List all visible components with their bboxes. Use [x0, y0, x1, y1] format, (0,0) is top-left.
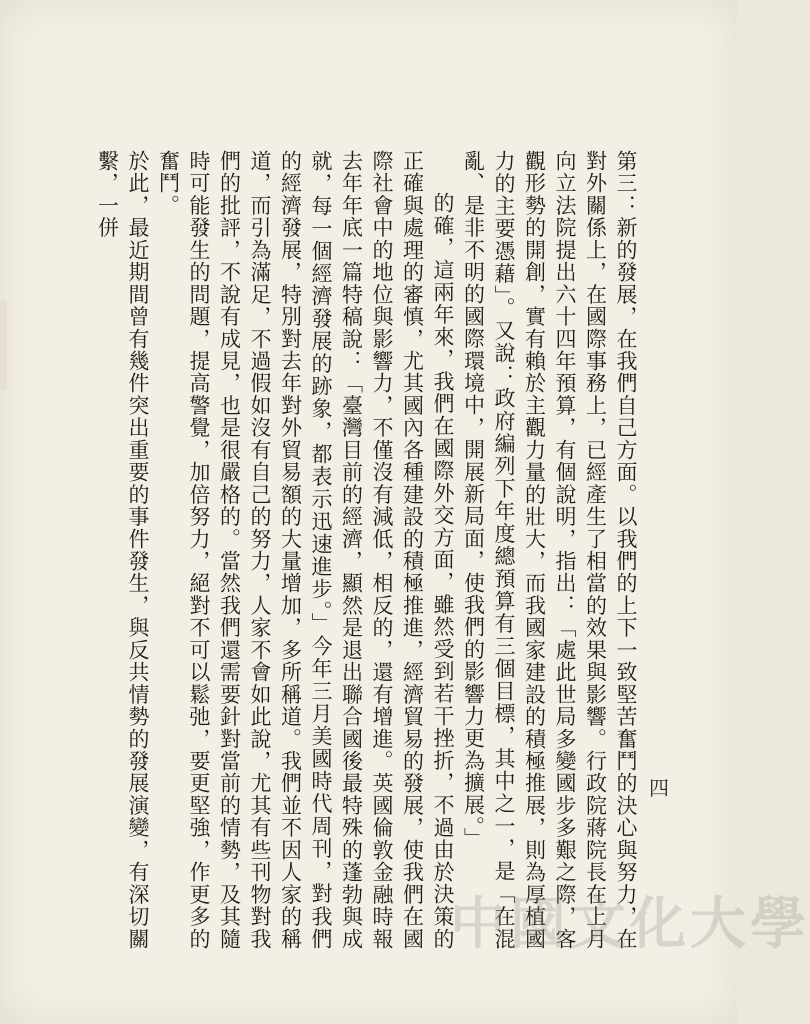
- library-watermark: 中國文化大學: [450, 891, 810, 957]
- paragraph-2: 的確，這兩年來，我們在國際外交方面，雖然受到若干挫折，不過由於決策的正確與處理的審慎，尤其國內各種建設的積極推進，經濟貿易的發展，使我們在國際社會中的地位與影響力，不僅沒有減低，相反的，還有增進。英國倫敦金融時報去年年底一篇特稿說：「臺灣目前的經濟，顯然是退出聯合國後最特殊的蓬勃與成就，每一個經濟發展的跡象，都表示迅速進步。」今年三月美國時代周刊，對我們的經濟發展，特別對去年對外貿易額的大量增加，多所稱道。我們並不因人家的稱道，而引為滿足，不過假如沒有自己的努力，人家不會如此說，尤其有些刊物對我們的批評，不說有成見，也是很嚴格的。當然我們還需要針對當前的情勢，及其隨時可能發生的問題，提高警覺，加倍努力，絕對不可以鬆弛，要更堅強，作更多的奮鬥。: [156, 150, 455, 950]
- binding-notch: [0, 300, 7, 390]
- paragraph-3: 於此，最近期間曾有幾件突出重要的事件發生，與反共情勢的發展演變，有深切關繫，一併: [95, 150, 150, 950]
- paragraph-1: 第三：新的發展，在我們自己方面。以我們的上下一致堅苦奮鬥的決心與努力，在對外關係上，在國際事務上，已經產生了相當的效果與影響。行政院蔣院長在上月向立法院提出六十四年預算，有個說明，指出：「處此世局多變國步多艱之際，客觀形勢的開創，實有賴於主觀力量的壯大，而我國家建設的積極推展，則為厚植國力的主要憑藉」。又說：政府編列下年度總預算有三個目標，其中之一，是「在混亂、是非不明的國際環境中，開展新局面，使我們的影響力更為擴展。」: [461, 150, 638, 950]
- vertical-text-body: [95, 150, 641, 950]
- page-number: 四: [649, 776, 669, 800]
